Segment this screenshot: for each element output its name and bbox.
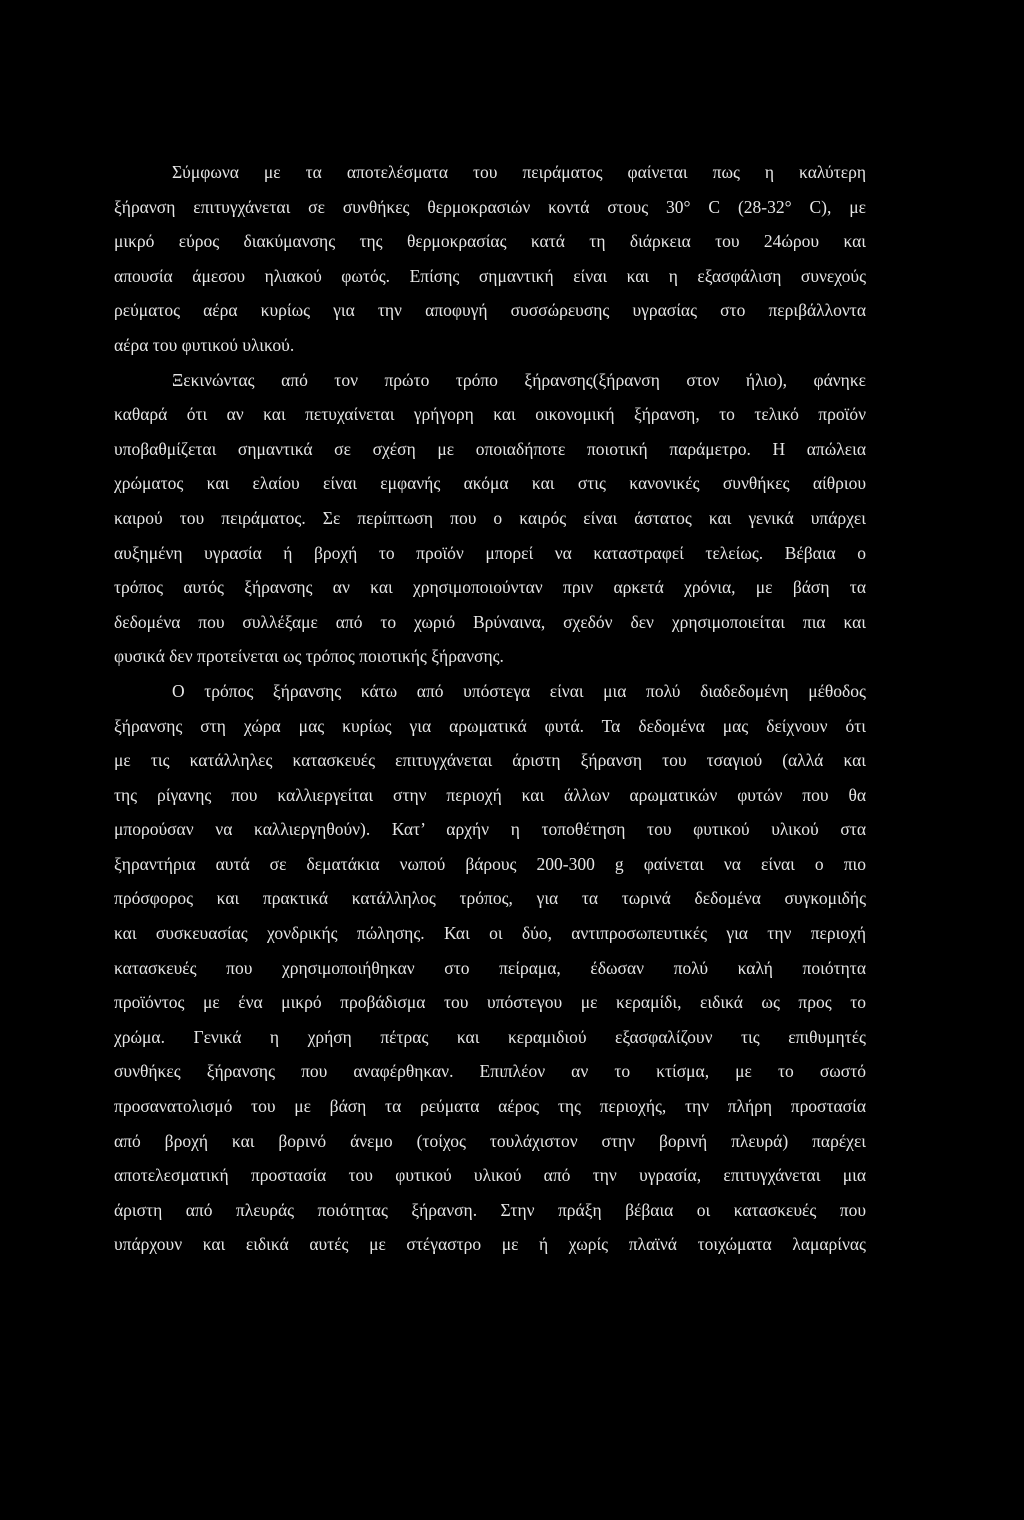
text-line: κατασκευές που χρησιμοποιήθηκαν στο πείραμα, έδωσαν πολύ καλή ποιότητα — [114, 957, 866, 978]
text-line: αέρα του φυτικού υλικού. — [114, 334, 295, 355]
body-text — [114, 155, 866, 1262]
text-line: πρόσφορος και πρακτικά κατάλληλος τρόπος, για τα τωρινά δεδομένα συγκομιδής — [114, 888, 866, 909]
text-line: απουσία άμεσου ηλιακού φωτός. Επίσης σημαντική είναι και η εξασφάλιση συνεχούς — [114, 265, 866, 286]
text-line: μπορούσαν να καλλιεργηθούν). Κατ’ αρχήν η τοποθέτηση του φυτικού υλικού στα — [114, 819, 866, 840]
text-line: υπάρχουν και ειδικά αυτές με στέγαστρο με ή χωρίς πλαϊνά τοιχώματα λαμαρίνας — [114, 1234, 866, 1255]
text-line: ξηραντήρια αυτά σε δεματάκια νωπού βάρους 200-300 g φαίνεται να είναι ο πιο — [114, 853, 866, 874]
text-line: χρώματος και ελαίου είναι εμφανής ακόμα και στις κανονικές συνθήκες αίθριου — [114, 473, 866, 494]
text-line: καιρού του πειράματος. Σε περίπτωση που ο καιρός είναι άστατος και γενικά υπάρχει — [114, 507, 866, 528]
text-line: αυξημένη υγρασία ή βροχή το προϊόν μπορεί να καταστραφεί τελείως. Βέβαια ο — [114, 542, 866, 563]
text-line: Σύμφωνα με τα αποτελέσματα του πειράματος φαίνεται πως η καλύτερη — [172, 162, 866, 182]
text-line: της ρίγανης που καλλιεργείται στην περιοχή και άλλων αρωματικών φυτών που θα — [114, 784, 866, 805]
text-line: ξήρανση επιτυγχάνεται σε συνθήκες θερμοκρασιών κοντά στους 30° C (28-32° C), με — [114, 196, 866, 217]
text-line: τρόπος αυτός ξήρανσης αν και χρησιμοποιούνταν πριν αρκετά χρόνια, με βάση τα — [114, 577, 866, 598]
text-line: Ο τρόπος ξήρανσης κάτω από υπόστεγα είναι μια πολύ διαδεδομένη μέθοδος — [172, 680, 866, 701]
text-line: και συσκευασίας χονδρικής πώλησης. Και οι δύο, αντιπροσωπευτικές για την περιοχή — [114, 923, 866, 944]
text-line: ξήρανσης στη χώρα μας κυρίως για αρωματικά φυτά. Τα δεδομένα μας δείχνουν ότι — [114, 715, 866, 736]
text-line: δεδομένα που συλλέξαμε από το χωριό Βρύναινα, σχεδόν δεν χρησιμοποιείται πια και — [114, 611, 866, 632]
text-line: από βροχή και βορινό άνεμο (τοίχος τουλάχιστον στην βορινή πλευρά) παρέχει — [114, 1130, 866, 1151]
text-line: καθαρά ότι αν και πετυχαίνεται γρήγορη και οικονομική ξήρανση, το τελικό προϊόν — [114, 404, 866, 425]
text-line: με τις κατάλληλες κατασκευές επιτυγχάνεται άριστη ξήρανση του τσαγιού (αλλά και — [114, 750, 866, 771]
text-line: χρώμα. Γενικά η χρήση πέτρας και κεραμιδιού εξασφαλίζουν τις επιθυμητές — [114, 1026, 866, 1047]
text-line: φυσικά δεν προτείνεται ως τρόπος ποιοτικής ξήρανσης. — [114, 646, 504, 667]
text-line: μικρό εύρος διακύμανσης της θερμοκρασίας κατά τη διάρκεια του 24ώρου και — [114, 231, 866, 252]
text-line: προσανατολισμό του με βάση τα ρεύματα αέρος της περιοχής, την πλήρη προστασία — [114, 1096, 866, 1117]
text-line: ρεύματος αέρα κυρίως για την αποφυγή συσσώρευσης υγρασίας στο περιβάλλοντα — [114, 300, 866, 321]
text-line: Ξεκινώντας από τον πρώτο τρόπο ξήρανσης(ξήρανση στον ήλιο), φάνηκε — [172, 369, 866, 390]
text-line: υποβαθμίζεται σημαντικά σε σχέση με οποιαδήποτε ποιοτική παράμετρο. Η απώλεια — [114, 438, 866, 459]
text-line: άριστη από πλευράς ποιότητας ξήρανση. Στην πράξη βέβαια οι κατασκευές που — [114, 1199, 866, 1220]
text-line: αποτελεσματική προστασία του φυτικού υλικού από την υγρασία, επιτυγχάνεται μια — [114, 1165, 866, 1186]
text-line: συνθήκες ξήρανσης που αναφέρθηκαν. Επιπλέον αν το κτίσμα, με το σωστό — [114, 1061, 866, 1082]
text-line: προϊόντος με ένα μικρό προβάδισμα του υπόστεγου με κεραμίδι, ειδικά ως προς το — [114, 992, 866, 1013]
